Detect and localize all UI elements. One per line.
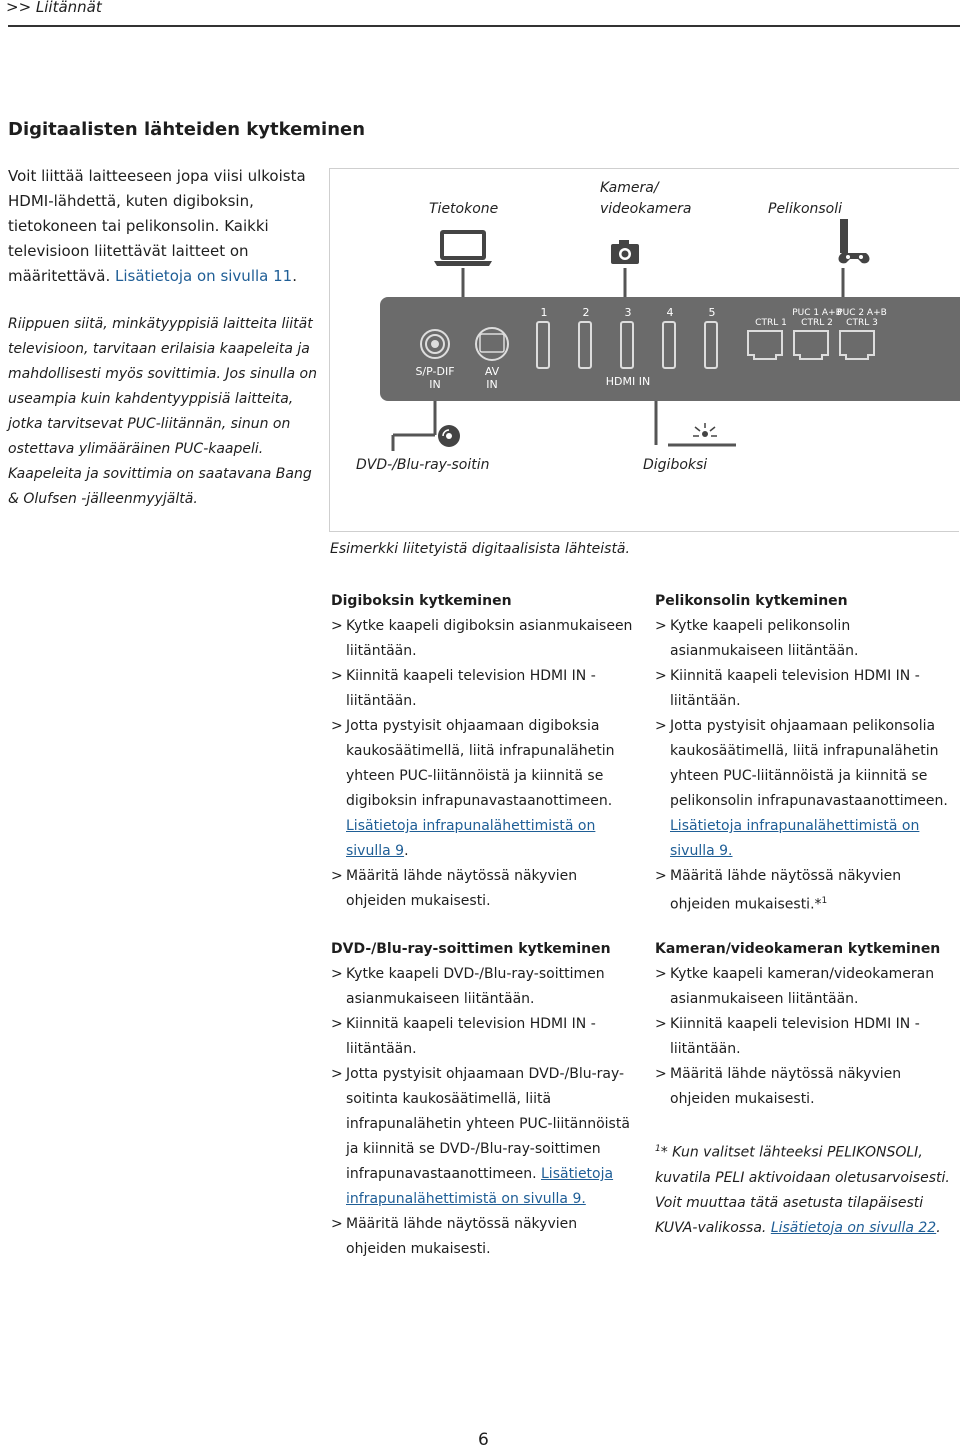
figure-caption: Esimerkki liitetyistä digitaalisista lähteistä. <box>330 541 630 557</box>
step-console-4 <box>655 864 960 918</box>
intro-text: Voit liittää laitteeseen jopa viisi ulkoista HDMI-lähdettä, kuten digiboksin, tietokoneen tai pelikonsolin. Kaikki televisioon liitettävät laitteet on määritettävä. <box>8 167 306 285</box>
hdmi-number-3: 3 <box>624 306 632 319</box>
step-console-3-text: Jotta pystyisit ohjaamaan pelikonsolia kaukosäätimellä, liitä infrapunalähetin yhteen PUC-liitännöistä ja kiinnitä se pelikonsolin infrapunavastaanottimeen. <box>670 718 948 809</box>
hdmi-in-label: HDMI IN <box>605 375 651 388</box>
step-stb-1: > Kytke kaapeli digiboksin asianmukaiseen liitäntään. <box>331 614 641 664</box>
label-dvd: DVD-/Blu-ray-soitin <box>356 457 490 473</box>
av-label-line1: AV <box>484 365 500 378</box>
section-dvd <box>331 937 641 1262</box>
cable-note: Riippuen siitä, minkätyyppisiä laitteita liität televisioon, tarvitaan erilaisia kaapeleita ja mahdollisesti myös sovittimia. Jos sinulla on useampia kuin kahdentyyppisiä laitteita, jotka tarvitsevat PUC-liitännän, sinun on ostettava ylimääräinen PUC-kaapeli. Kaapeleita ja sovittimia on saatavana Bang & Olufsen -jälleenmyyjältä. <box>8 316 317 507</box>
page-number: 6 <box>478 1430 489 1450</box>
step-stb-3-link[interactable]: Lisätietoja infrapunalähettimistä on sivulla 9 <box>346 818 596 859</box>
step-console-1: > Kytke kaapeli pelikonsolin asianmukaiseen liitäntään. <box>655 614 960 664</box>
hdmi-number-1: 1 <box>540 306 548 319</box>
step-camera-3: > Määritä lähde näytössä näkyvien ohjeiden mukaisesti. <box>655 1062 960 1112</box>
steps-camera <box>655 962 960 1112</box>
heading-dvd: DVD-/Blu-ray-soittimen kytkeminen <box>331 941 611 957</box>
puc2-label <box>837 308 887 328</box>
label-stb: Digiboksi <box>643 457 708 473</box>
footnote-link[interactable]: Lisätietoja on sivulla 22 <box>770 1219 937 1236</box>
ctrl1-label: CTRL 1 <box>755 318 787 328</box>
label-camera-line2: videokamera <box>600 201 692 217</box>
puc1-label-line2: CTRL 2 <box>801 318 833 328</box>
ir-transmitter-icon <box>692 422 718 444</box>
label-computer: Tietokone <box>429 201 499 217</box>
heading-stb: Digiboksin kytkeminen <box>331 593 512 609</box>
footnote-end: . <box>936 1219 941 1236</box>
spdif-label-line2: IN <box>429 378 441 391</box>
step-dvd-3-text: Jotta pystyisit ohjaamaan DVD-/Blu-ray-soitinta kaukosäätimellä, liitä infrapunalähetin yhteen PUC-liitännöistä ja kiinnitä se DVD-/Blu-ray-soittimen infrapunavastaanottimeen. <box>346 1066 630 1182</box>
footnote-marker: 1 <box>655 1144 661 1154</box>
footnote <box>655 1137 960 1241</box>
disc-icon <box>437 424 461 448</box>
heading-camera: Kameran/videokameran kytkeminen <box>655 941 941 957</box>
page-title: Digitaalisten lähteiden kytkeminen <box>8 119 366 140</box>
step-camera-2: > Kiinnitä kaapeli television HDMI IN -liitäntään. <box>655 1012 960 1062</box>
puc2-label-line2: CTRL 3 <box>846 318 878 328</box>
step-dvd-4: > Määritä lähde näytössä näkyvien ohjeiden mukaisesti. <box>331 1212 641 1262</box>
spdif-label-line1: S/P-DIF <box>415 365 455 378</box>
label-camera <box>600 178 692 220</box>
step-camera-1: > Kytke kaapeli kameran/videokameran asianmukaiseen liitäntään. <box>655 962 960 1012</box>
av-label <box>476 365 508 391</box>
step-dvd-3 <box>331 1062 641 1212</box>
puc1-label <box>792 308 842 328</box>
header-rule <box>8 25 960 27</box>
label-console: Pelikonsoli <box>768 201 843 217</box>
step-console-3 <box>655 714 960 864</box>
step-stb-3-text: Jotta pystyisit ohjaamaan digiboksia kaukosäätimellä, liitä infrapunalähetin yhteen PUC-liitännöistä ja kiinnitä se digiboksin infrapunavastaanottimeen. <box>346 718 615 809</box>
step-console-2: > Kiinnitä kaapeli television HDMI IN -liitäntään. <box>655 664 960 714</box>
step-console-3-link[interactable]: Lisätietoja infrapunalähettimistä on sivulla 9. <box>670 818 920 859</box>
steps-dvd <box>331 962 641 1262</box>
hdmi-number-2: 2 <box>582 306 590 319</box>
steps-stb <box>331 614 641 914</box>
steps-console <box>655 614 960 918</box>
step-stb-2: > Kiinnitä kaapeli television HDMI IN -liitäntään. <box>331 664 641 714</box>
footnote-text: * Kun valitset lähteeksi PELIKONSOLI, kuvatila PELI aktivoidaan oletusarvoisesti. Voit muuttaa tätä asetusta tilapäisesti KUVA-valikossa. <box>655 1144 950 1236</box>
step-stb-3 <box>331 714 641 864</box>
step-stb-4: > Määritä lähde näytössä näkyvien ohjeiden mukaisesti. <box>331 864 641 914</box>
section-stb <box>331 589 641 914</box>
hdmi-number-5: 5 <box>708 306 716 319</box>
step-stb-3-end: . <box>404 843 409 859</box>
section-console <box>655 589 960 918</box>
section-camera <box>655 937 960 1241</box>
av-label-line2: IN <box>486 378 498 391</box>
intro-paragraph <box>8 164 308 289</box>
spdif-label <box>409 365 461 391</box>
hdmi-number-4: 4 <box>666 306 674 319</box>
intro-end: . <box>292 267 297 285</box>
puc1-label-line1: PUC 1 A+B <box>792 308 842 318</box>
heading-console: Pelikonsolin kytkeminen <box>655 593 848 609</box>
breadcrumb: >> Liitännät <box>6 0 102 16</box>
step-dvd-3-link[interactable]: Lisätietoja infrapunalähettimistä on sivulla 9. <box>346 1166 614 1207</box>
footnote-ref: 1 <box>821 896 828 906</box>
puc2-label-line1: PUC 2 A+B <box>837 308 887 318</box>
step-dvd-2: > Kiinnitä kaapeli television HDMI IN -liitäntään. <box>331 1012 641 1062</box>
label-camera-line1: Kamera/ <box>600 180 659 196</box>
step-dvd-1: > Kytke kaapeli DVD-/Blu-ray-soittimen asianmukaiseen liitäntään. <box>331 962 641 1012</box>
step-console-4-text: Määritä lähde näytössä näkyvien ohjeiden mukaisesti.* <box>670 868 902 913</box>
intro-link[interactable]: Lisätietoja on sivulla 11 <box>115 267 293 285</box>
